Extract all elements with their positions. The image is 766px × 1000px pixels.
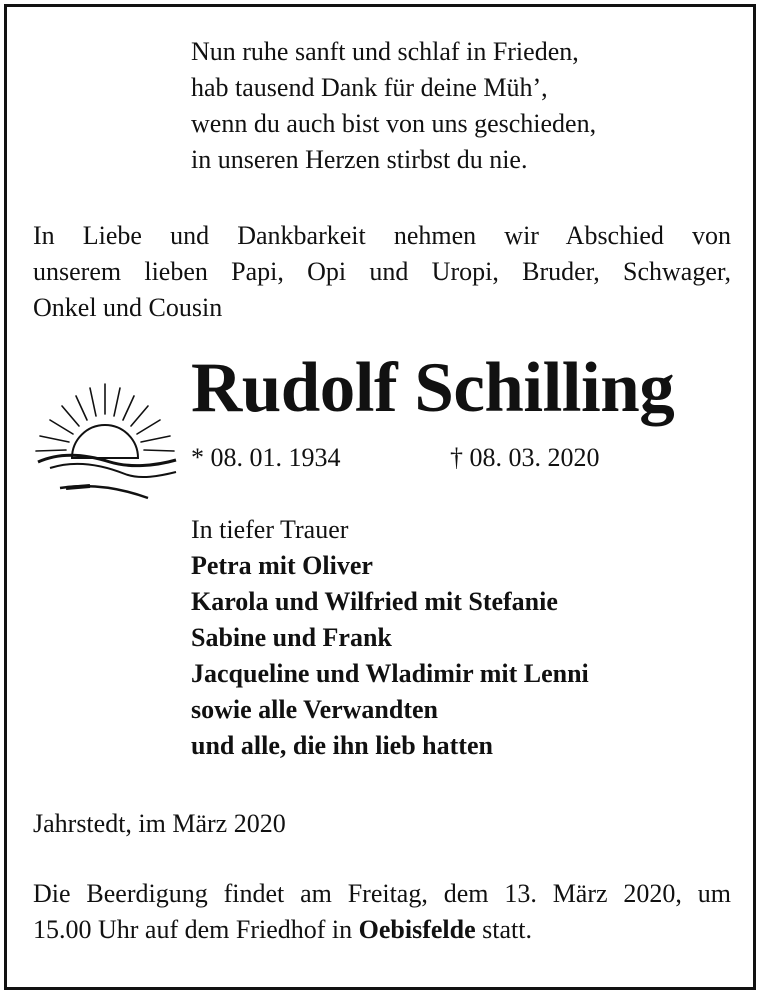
funeral-notice — [33, 876, 731, 948]
mourner-name: und alle, die ihn lieb hatten — [191, 731, 493, 760]
poem-line: Nun ruhe sanft und schlaf in Frieden, — [191, 37, 579, 66]
deceased-name: Rudolf Schilling — [191, 349, 675, 427]
poem-line: in unseren Herzen stirbst du nie. — [191, 145, 528, 174]
place-and-date: Jahrstedt, im März 2020 — [33, 809, 286, 838]
poem — [191, 34, 596, 178]
mourner-name: Karola und Wilfried mit Stefanie — [191, 587, 558, 616]
farewell-line: In Liebe und Dankbarkeit nehmen wir Abschied von — [33, 221, 731, 250]
mourners-heading: In tiefer Trauer — [191, 515, 349, 544]
mourner-name: Sabine und Frank — [191, 623, 392, 652]
funeral-text: 15.00 Uhr auf dem Friedhof in — [33, 915, 359, 944]
death-date: † 08. 03. 2020 — [450, 443, 600, 472]
farewell-line: unserem lieben Papi, Opi und Uropi, Bruder, Schwager, — [33, 257, 731, 286]
farewell-text — [33, 218, 731, 326]
mourner-name: Petra mit Oliver — [191, 551, 373, 580]
funeral-text: statt. — [475, 915, 533, 944]
mourner-name: Jacqueline und Wladimir mit Lenni — [191, 659, 589, 688]
funeral-location: Oebisfelde — [358, 915, 476, 944]
funeral-line — [33, 912, 731, 948]
farewell-line: Onkel und Cousin — [33, 293, 223, 322]
poem-line: wenn du auch bist von uns geschieden, — [191, 109, 597, 138]
funeral-line: Die Beerdigung findet am Freitag, dem 13. März 2020, um — [33, 879, 731, 908]
sunset-over-hills-icon — [30, 376, 180, 506]
birth-date: * 08. 01. 1934 — [191, 443, 341, 472]
poem-line: hab tausend Dank für deine Müh’, — [191, 73, 548, 102]
mourner-name: sowie alle Verwandten — [191, 695, 438, 724]
mourners-list — [191, 512, 589, 764]
